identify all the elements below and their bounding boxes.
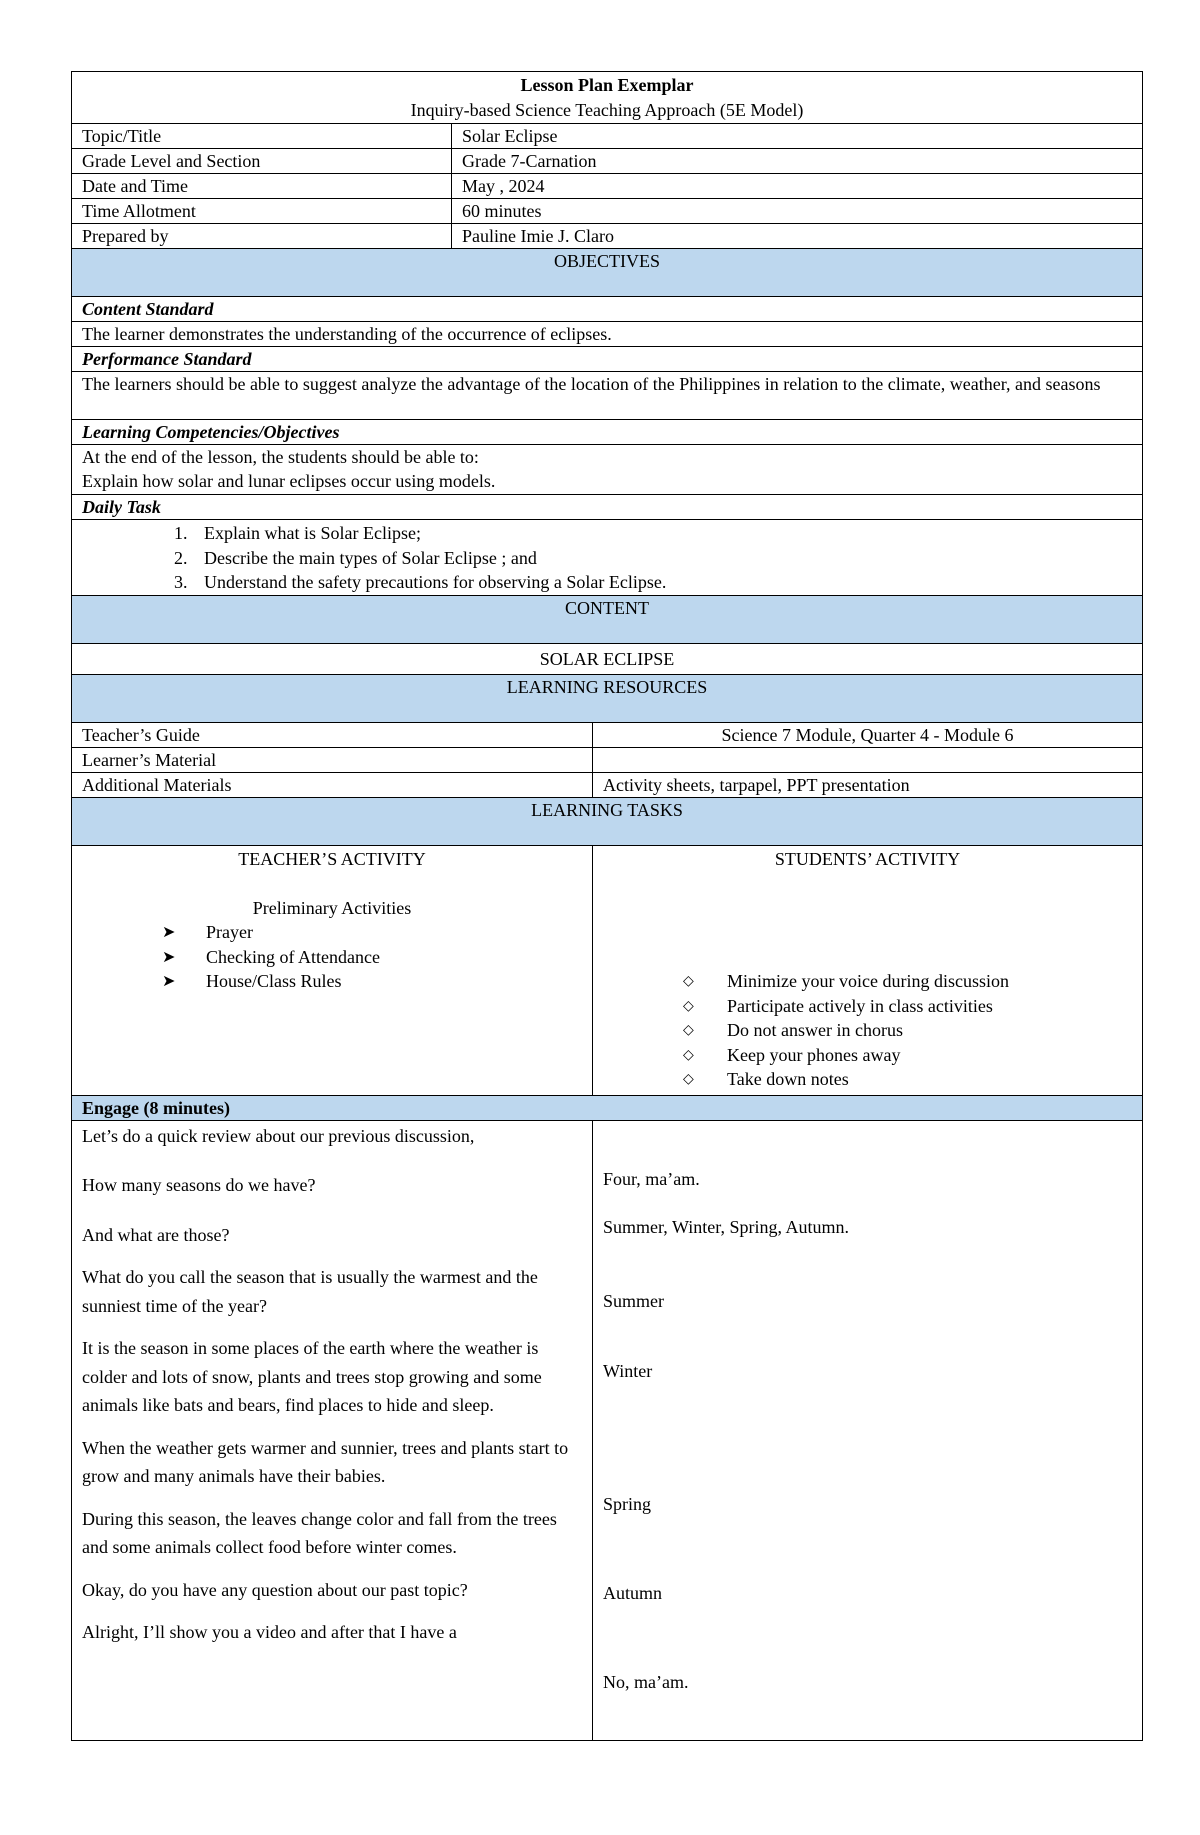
- info-value: Solar Eclipse: [452, 124, 1143, 149]
- lesson-plan-page: [71, 71, 1142, 1741]
- list-item: ◇ Do not answer in chorus: [683, 1018, 1132, 1043]
- list-item: 1. Explain what is Solar Eclipse;: [192, 521, 1132, 546]
- students-activity-heading: STUDENTS’ ACTIVITY: [774, 848, 961, 869]
- engage-heading: Engage (8 minutes): [72, 1095, 1143, 1120]
- info-value: Grade 7-Carnation: [452, 149, 1143, 174]
- objectives-heading: OBJECTIVES: [72, 249, 1143, 297]
- competencies-line: At the end of the lesson, the students should be able to:: [82, 447, 479, 467]
- teacher-line: Alright, I’ll show you a video and after that I have a: [82, 1622, 457, 1642]
- content-heading: CONTENT: [72, 595, 1143, 643]
- teacher-line: When the weather gets warmer and sunnier, trees and plants start to grow and many animals have their babies.: [82, 1437, 569, 1486]
- diamond-bullet-icon: ◇: [683, 1046, 694, 1063]
- diamond-bullet-icon: ◇: [683, 1071, 694, 1087]
- teacher-line: What do you call the season that is usually the warmest and the sunniest time of the year?: [82, 1267, 538, 1316]
- teacher-line: During this season, the leaves change color and fall from the trees and some animals collect food before winter comes.: [82, 1508, 557, 1557]
- list-item: ➤ Prayer: [162, 920, 582, 945]
- resource-row: [72, 772, 1143, 797]
- engage-students-cell: [593, 1120, 1143, 1740]
- resource-row: [72, 722, 1143, 747]
- teacher-activity-cell: [72, 845, 593, 1095]
- competencies-line: Explain how solar and lunar eclipses occur using models.: [82, 471, 496, 491]
- list-item: ◇ Minimize your voice during discussion: [683, 969, 1132, 994]
- info-label: Date and Time: [72, 174, 452, 199]
- diamond-bullet-icon: ◇: [683, 973, 694, 989]
- resource-label: Teacher’s Guide: [72, 722, 593, 747]
- teacher-line: Let’s do a quick review about our previous discussion,: [82, 1125, 475, 1146]
- info-label: Time Allotment: [72, 199, 452, 224]
- header-row: [72, 72, 1143, 124]
- list-item: ◇ Participate actively in class activities: [683, 994, 1132, 1019]
- engage-row: [72, 1120, 1143, 1740]
- rules-list: [603, 969, 1132, 1092]
- resource-value: Science 7 Module, Quarter 4 - Module 6: [593, 722, 1143, 747]
- competencies-label: Learning Competencies/Objectives: [72, 420, 1143, 445]
- info-value: 60 minutes: [452, 199, 1143, 224]
- info-label: Topic/Title: [72, 124, 452, 149]
- diamond-bullet-icon: ◇: [683, 1022, 694, 1038]
- student-answer: Autumn: [603, 1582, 663, 1603]
- document-subtitle: Inquiry-based Science Teaching Approach (5E Model): [410, 100, 804, 120]
- preliminary-title: Preliminary Activities: [252, 897, 412, 918]
- info-value: May , 2024: [452, 174, 1143, 199]
- list-item: ➤ Checking of Attendance: [162, 945, 582, 970]
- list-item: ◇ Take down notes: [683, 1067, 1132, 1092]
- student-answer: Winter: [603, 1360, 653, 1381]
- diamond-bullet-icon: ◇: [683, 997, 694, 1014]
- teacher-line: Okay, do you have any question about our past topic?: [82, 1579, 468, 1600]
- student-answer: Spring: [603, 1493, 652, 1514]
- daily-task-label: Daily Task: [72, 495, 1143, 520]
- activities-row: [72, 845, 1143, 1095]
- info-row: [72, 124, 1143, 149]
- info-label: Grade Level and Section: [72, 149, 452, 174]
- header-cell: [72, 72, 1143, 124]
- info-value: Pauline Imie J. Claro: [452, 224, 1143, 249]
- resource-value: Activity sheets, tarpapel, PPT presentation: [593, 772, 1143, 797]
- resource-row: [72, 747, 1143, 772]
- list-item: 3. Understand the safety precautions for observing a Solar Eclipse.: [192, 570, 1132, 595]
- competencies-cell: [72, 445, 1143, 495]
- list-item: ➤ House/Class Rules: [162, 969, 582, 994]
- student-answer: Summer, Winter, Spring, Autumn.: [603, 1216, 849, 1237]
- info-row: [72, 199, 1143, 224]
- teacher-line: How many seasons do we have?: [82, 1175, 316, 1195]
- resource-label: Additional Materials: [72, 772, 593, 797]
- performance-standard-text: The learners should be able to suggest analyze the advantage of the location of the Philippines in relation to the climate, weather, and seasons: [72, 372, 1143, 420]
- arrow-bullet-icon: ➤: [162, 971, 176, 990]
- resource-value: [593, 747, 1143, 772]
- list-item: ◇ Keep your phones away: [683, 1043, 1132, 1068]
- performance-standard-label: Performance Standard: [72, 347, 1143, 372]
- lesson-plan-table: [71, 71, 1143, 1741]
- arrow-bullet-icon: ➤: [162, 922, 176, 941]
- content-standard-label: Content Standard: [72, 297, 1143, 322]
- resource-label: Learner’s Material: [72, 747, 593, 772]
- objectives-heading-row: [72, 249, 1143, 297]
- list-item: 2. Describe the main types of Solar Eclipse ; and: [192, 546, 1132, 571]
- teacher-line: And what are those?: [82, 1224, 230, 1245]
- info-row: [72, 174, 1143, 199]
- resources-heading: LEARNING RESOURCES: [72, 674, 1143, 722]
- content-standard-text: The learner demonstrates the understanding of the occurrence of eclipses.: [72, 322, 1143, 347]
- arrow-bullet-icon: ➤: [162, 946, 176, 966]
- document-title: Lesson Plan Exemplar: [520, 75, 694, 95]
- preliminary-list: [82, 920, 582, 994]
- students-activity-cell: [593, 845, 1143, 1095]
- info-row: [72, 224, 1143, 249]
- engage-teacher-cell: [72, 1120, 593, 1740]
- info-label: Prepared by: [72, 224, 452, 249]
- content-topic: SOLAR ECLIPSE: [72, 643, 1143, 674]
- student-answer: Four, ma’am.: [603, 1168, 700, 1189]
- info-row: [72, 149, 1143, 174]
- daily-task-list: [82, 521, 1132, 595]
- teacher-activity-heading: TEACHER’S ACTIVITY: [238, 848, 426, 869]
- tasks-heading: LEARNING TASKS: [72, 797, 1143, 845]
- student-answer: Summer: [603, 1290, 664, 1311]
- daily-task-cell: [72, 520, 1143, 596]
- teacher-line: It is the season in some places of the earth where the weather is colder and lots of snow, plants and trees stop growing and some animals like bats and bears, find places to hide and sleep.: [82, 1338, 542, 1415]
- student-answer: No, ma’am.: [603, 1671, 689, 1692]
